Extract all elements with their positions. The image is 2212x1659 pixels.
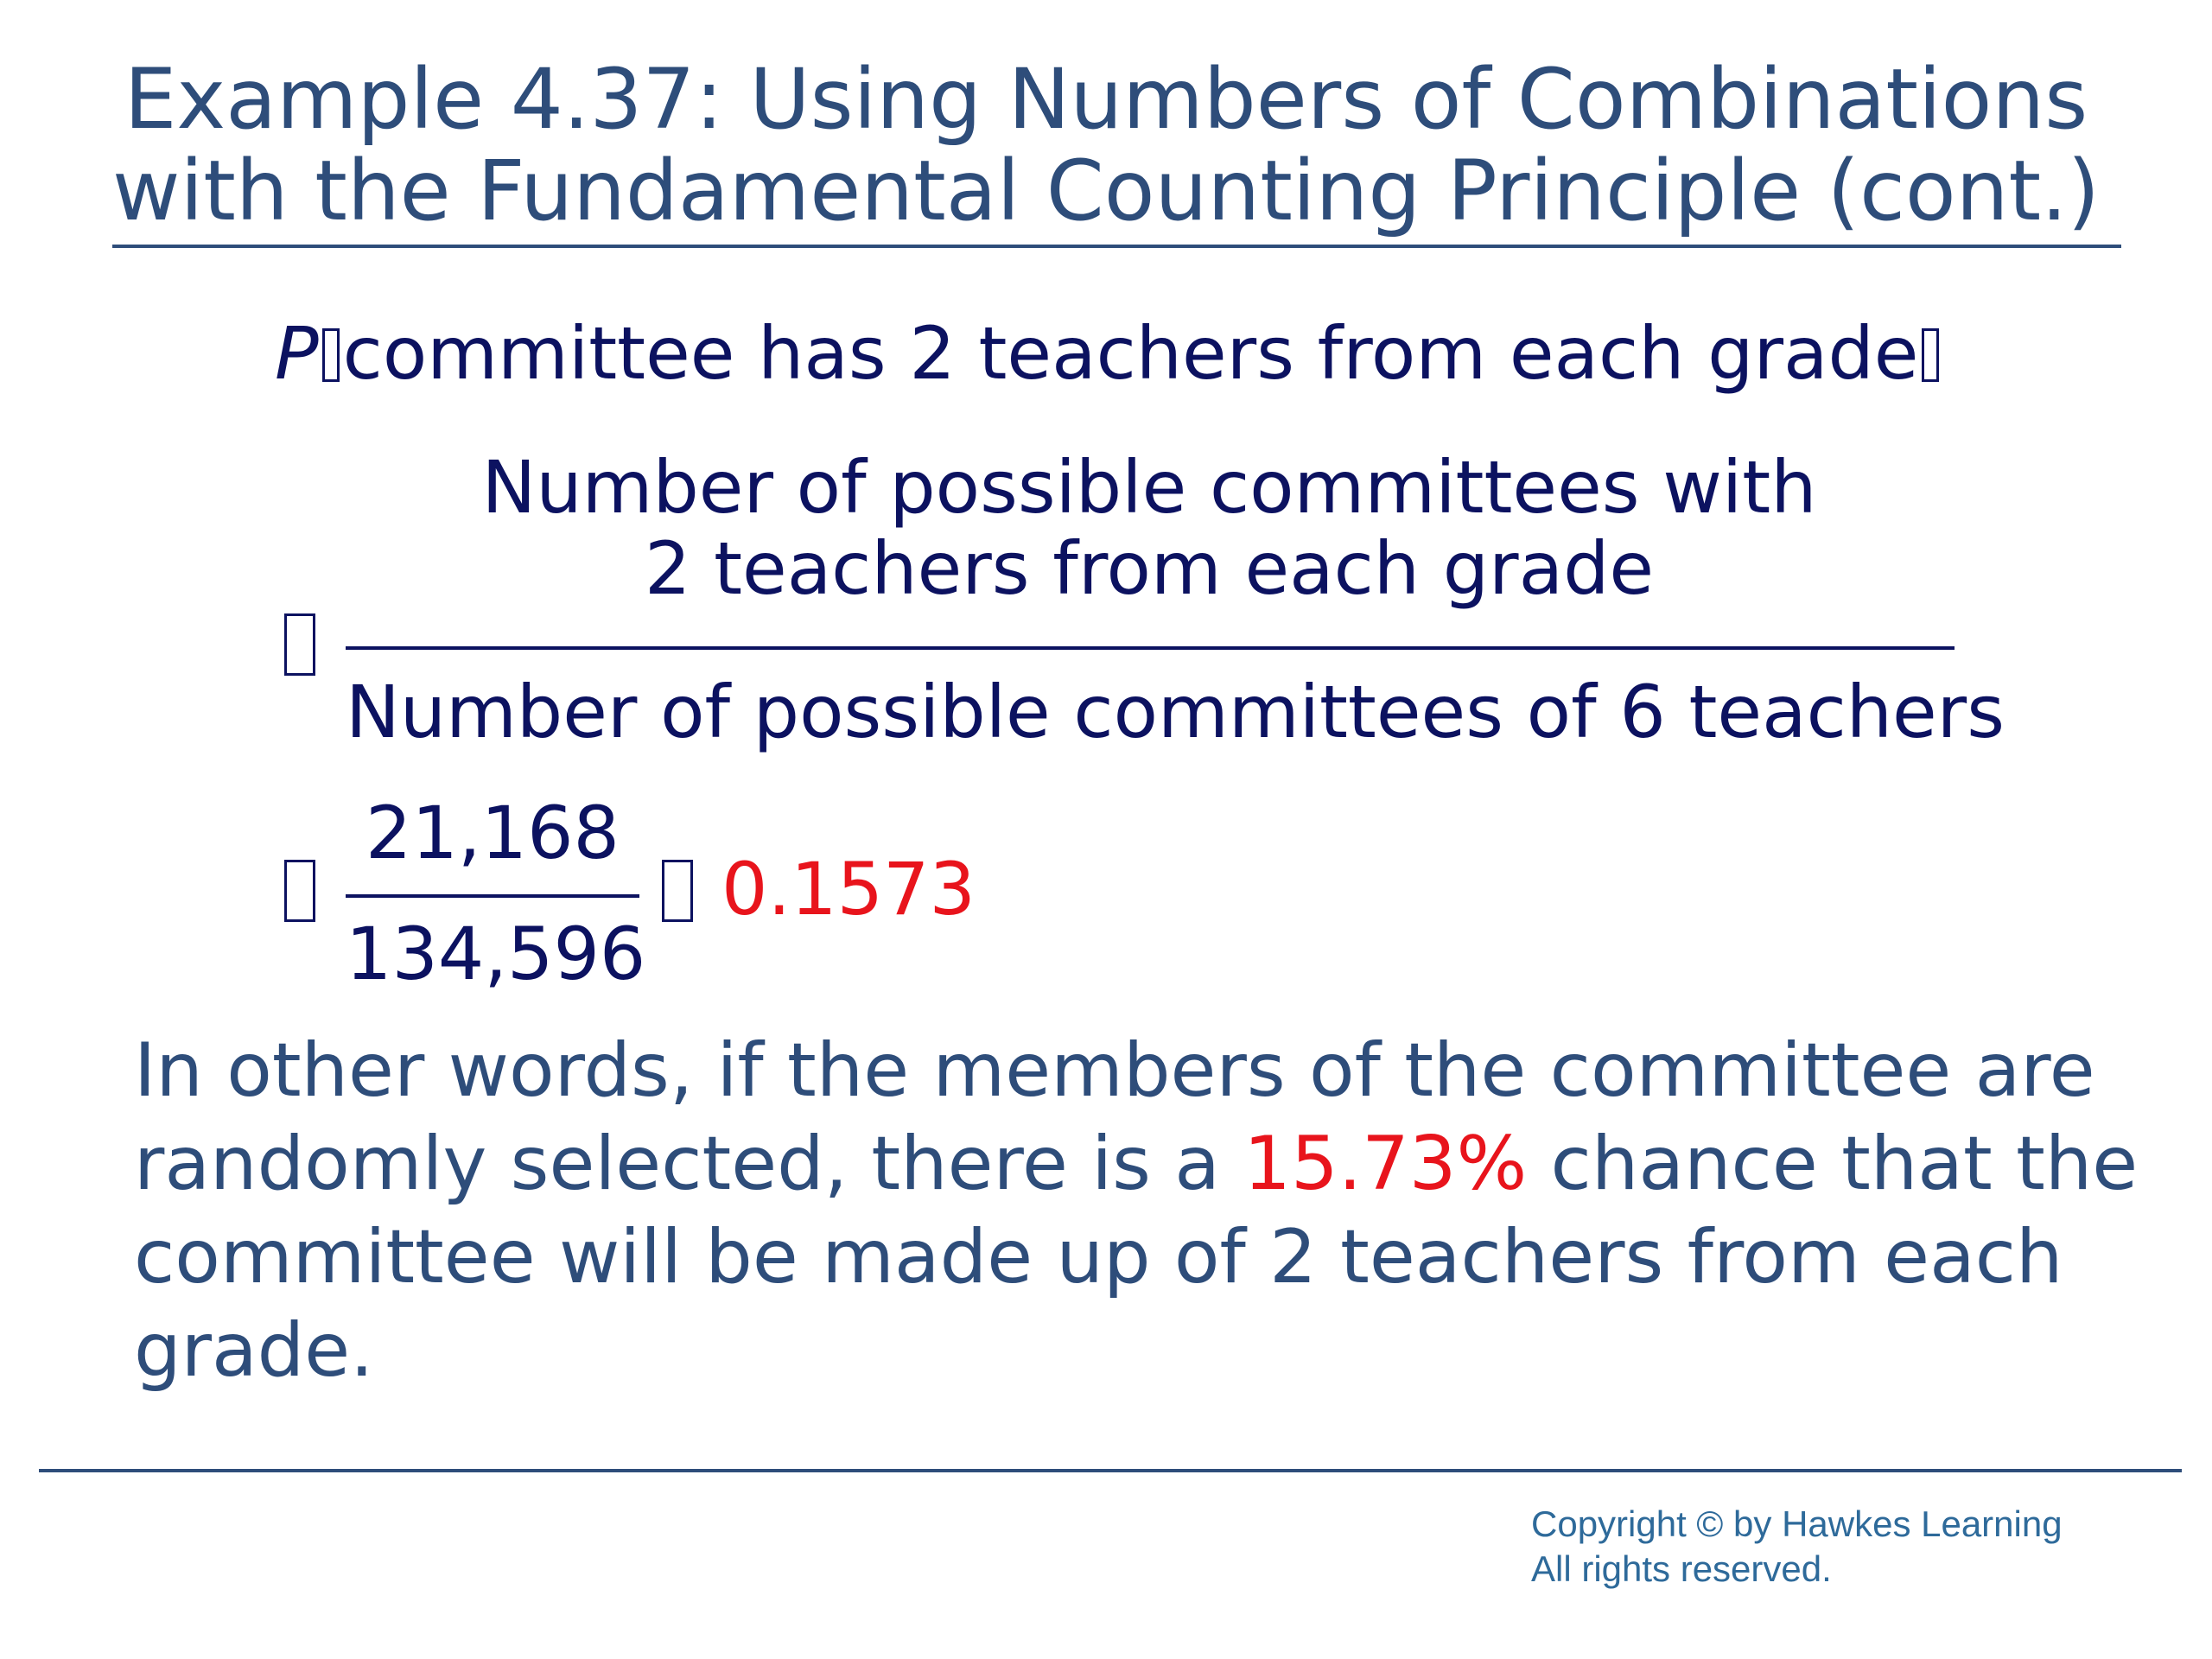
- paragraph-line-1: In other words, if the members of the committee are: [134, 1027, 2095, 1114]
- probability-symbol: P: [275, 311, 319, 396]
- result-value: 0.1573: [721, 847, 976, 931]
- numeric-numerator: 21,168: [365, 791, 620, 875]
- open-paren-glyph-icon: [322, 328, 340, 382]
- approx-sign: [658, 851, 696, 936]
- slide-title-line-2: with the Fundamental Counting Principle (cont.): [112, 143, 2101, 239]
- paragraph-line-2: [134, 1117, 2139, 1211]
- equals-glyph-icon: [284, 613, 315, 676]
- equals-sign-2: [281, 851, 319, 936]
- event-description: committee has 2 teachers from each grade: [342, 311, 1919, 396]
- numerator-line-1: Number of possible committees with: [481, 445, 1817, 530]
- numeric-fraction-bar: [346, 894, 639, 898]
- probability-expression: [275, 311, 1942, 396]
- fraction-denominator-text: Number of possible committees of 6 teachers: [346, 670, 2005, 754]
- paragraph-line-3: committee will be made up of 2 teachers from each: [134, 1214, 2063, 1300]
- approx-glyph-icon: [662, 860, 693, 922]
- close-paren-glyph-icon: [1922, 328, 1939, 382]
- equals-sign-1: [281, 605, 319, 690]
- slide-title: [112, 51, 2101, 239]
- percentage-highlight: 15.73%: [1243, 1121, 1528, 1207]
- word-fraction-bar: [346, 646, 1955, 650]
- paragraph-line-2-start: randomly selected, there is a: [134, 1121, 1244, 1207]
- paragraph-line-4: grade.: [134, 1307, 374, 1394]
- numeric-denominator: 134,596: [346, 912, 646, 996]
- fraction-numerator-text: [346, 445, 1953, 611]
- copyright-line-1: Copyright © by Hawkes Learning: [1531, 1503, 2063, 1544]
- numerator-line-2: 2 teachers from each grade: [644, 526, 1655, 611]
- equals-glyph-icon: [284, 860, 315, 922]
- footer-divider: [39, 1469, 2182, 1472]
- slide-title-line-1: Example 4.37: Using Numbers of Combinations: [124, 51, 2088, 148]
- title-divider: [112, 245, 2121, 248]
- copyright-notice: [1531, 1502, 2063, 1592]
- copyright-line-2: All rights reserved.: [1531, 1548, 1832, 1589]
- explanation-paragraph: [134, 1024, 2139, 1397]
- paragraph-line-2-end: chance that the: [1527, 1121, 2139, 1207]
